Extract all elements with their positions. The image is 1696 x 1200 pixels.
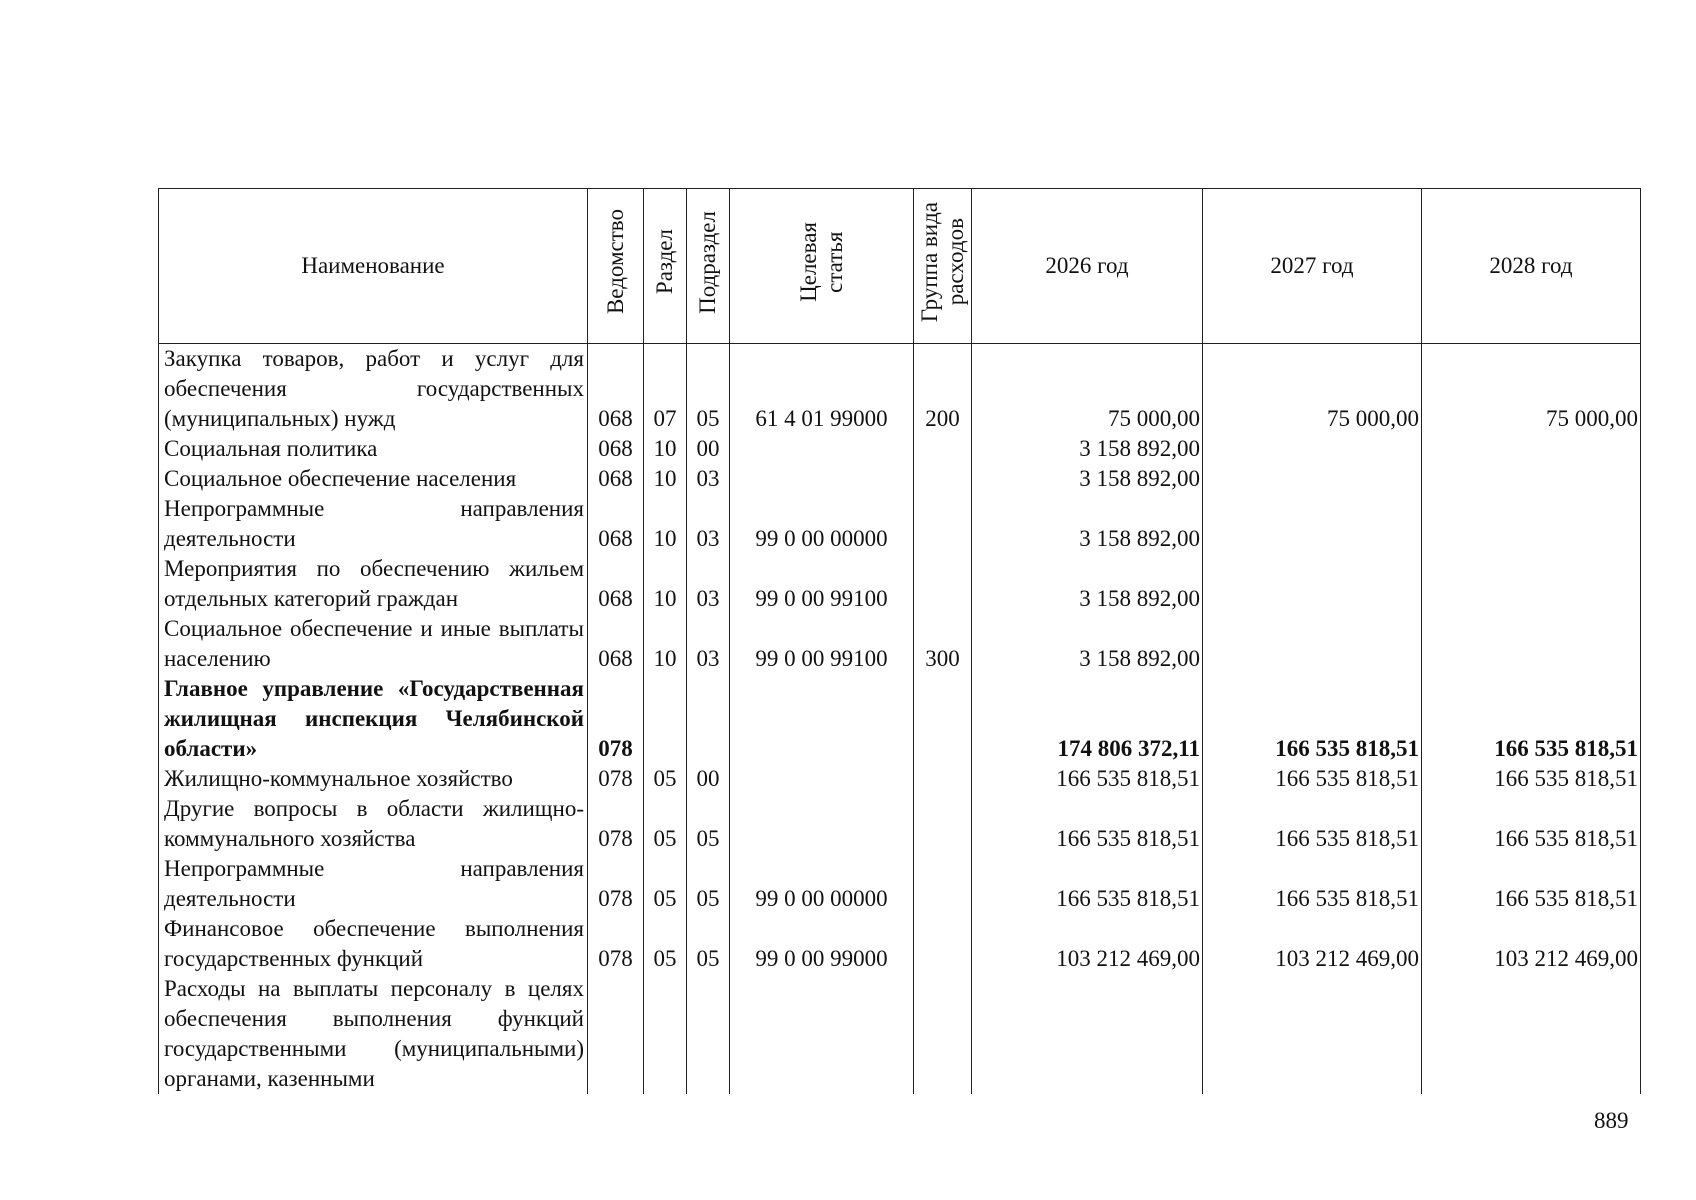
cell-2026: 166 535 818,51	[972, 764, 1203, 794]
page-number: 889	[1594, 1108, 1629, 1133]
cell-2026: 3 158 892,00	[972, 464, 1203, 494]
table-row	[159, 614, 1641, 674]
cell-razdel: 05	[644, 794, 687, 854]
cell-podrazdel: 03	[687, 464, 730, 494]
cell-celevaya: 99 0 00 99100	[730, 554, 914, 614]
cell-name: Мероприятия по обеспечению жильем отдельных категорий граждан	[159, 554, 588, 614]
cell-ved: 068	[588, 464, 644, 494]
header-celevaya-line2: статья	[821, 231, 847, 293]
cell-razdel: 05	[644, 914, 687, 974]
table-body	[159, 344, 1641, 1095]
cell-2027	[1203, 614, 1422, 674]
cell-podrazdel: 00	[687, 434, 730, 464]
cell-celevaya: 99 0 00 99000	[730, 914, 914, 974]
cell-celevaya: 99 0 00 00000	[730, 854, 914, 914]
cell-gruppa: 200	[914, 344, 972, 435]
cell-name: Финансовое обеспечение выполнения государственных функций	[159, 914, 588, 974]
cell-podrazdel: 03	[687, 614, 730, 674]
cell-2026: 166 535 818,51	[972, 854, 1203, 914]
header-gruppa-line1: Группа вида	[916, 201, 942, 323]
cell-2028	[1422, 974, 1641, 1094]
table-row	[159, 854, 1641, 914]
cell-2026: 3 158 892,00	[972, 494, 1203, 554]
cell-celevaya: 99 0 00 99100	[730, 614, 914, 674]
table-row	[159, 434, 1641, 464]
cell-ved: 078	[588, 854, 644, 914]
cell-podrazdel	[687, 674, 730, 764]
cell-2027	[1203, 494, 1422, 554]
header-gruppa-line2: расходов	[942, 218, 968, 306]
cell-2028	[1422, 614, 1641, 674]
cell-ved: 078	[588, 764, 644, 794]
cell-2027	[1203, 554, 1422, 614]
table-row	[159, 464, 1641, 494]
cell-ved: 068	[588, 614, 644, 674]
cell-2028: 103 212 469,00	[1422, 914, 1641, 974]
cell-celevaya	[730, 674, 914, 764]
table-row	[159, 914, 1641, 974]
cell-2028: 166 535 818,51	[1422, 854, 1641, 914]
cell-name: Непрограммные направления деятельности	[159, 494, 588, 554]
cell-2026: 75 000,00	[972, 344, 1203, 435]
cell-2028: 166 535 818,51	[1422, 764, 1641, 794]
table-row	[159, 974, 1641, 1094]
cell-gruppa	[914, 794, 972, 854]
cell-2026: 166 535 818,51	[972, 794, 1203, 854]
cell-razdel	[644, 974, 687, 1094]
cell-name: Непрограммные направления деятельности	[159, 854, 588, 914]
table-row	[159, 554, 1641, 614]
cell-ved: 078	[588, 914, 644, 974]
cell-2028	[1422, 554, 1641, 614]
cell-podrazdel: 05	[687, 344, 730, 435]
cell-podrazdel	[687, 974, 730, 1094]
cell-ved	[588, 974, 644, 1094]
cell-gruppa	[914, 854, 972, 914]
cell-celevaya	[730, 434, 914, 464]
header-2028: 2028 год	[1422, 189, 1641, 344]
cell-podrazdel: 05	[687, 794, 730, 854]
cell-2028	[1422, 494, 1641, 554]
cell-celevaya: 61 4 01 99000	[730, 344, 914, 435]
cell-2027	[1203, 974, 1422, 1094]
header-2026: 2026 год	[972, 189, 1203, 344]
cell-2026: 3 158 892,00	[972, 614, 1203, 674]
cell-ved: 068	[588, 434, 644, 464]
header-ved: Ведомство	[588, 189, 644, 344]
budget-table	[158, 188, 1641, 1094]
table-row	[159, 794, 1641, 854]
header-2027: 2027 год	[1203, 189, 1422, 344]
cell-2027: 103 212 469,00	[1203, 914, 1422, 974]
header-gruppa	[914, 189, 972, 344]
header-name: Наименование	[159, 189, 588, 344]
cell-razdel: 10	[644, 554, 687, 614]
cell-celevaya	[730, 794, 914, 854]
cell-razdel: 10	[644, 614, 687, 674]
cell-celevaya: 99 0 00 00000	[730, 494, 914, 554]
cell-2026: 3 158 892,00	[972, 554, 1203, 614]
cell-name: Жилищно-коммунальное хозяйство	[159, 764, 588, 794]
cell-ved: 068	[588, 554, 644, 614]
cell-2027	[1203, 434, 1422, 464]
cell-2027: 166 535 818,51	[1203, 794, 1422, 854]
cell-ved: 078	[588, 674, 644, 764]
header-razdel: Раздел	[644, 189, 687, 344]
cell-razdel: 05	[644, 764, 687, 794]
cell-gruppa: 300	[914, 614, 972, 674]
table-row	[159, 344, 1641, 435]
cell-2026: 3 158 892,00	[972, 434, 1203, 464]
cell-gruppa	[914, 464, 972, 494]
cell-podrazdel: 05	[687, 914, 730, 974]
cell-razdel: 10	[644, 464, 687, 494]
cell-gruppa	[914, 914, 972, 974]
cell-2026: 103 212 469,00	[972, 914, 1203, 974]
cell-razdel: 05	[644, 854, 687, 914]
cell-2027: 166 535 818,51	[1203, 854, 1422, 914]
cell-2028	[1422, 434, 1641, 464]
cell-celevaya	[730, 464, 914, 494]
table-row	[159, 674, 1641, 764]
cell-razdel: 10	[644, 494, 687, 554]
cell-2027: 75 000,00	[1203, 344, 1422, 435]
cell-gruppa	[914, 554, 972, 614]
cell-razdel: 07	[644, 344, 687, 435]
cell-podrazdel: 03	[687, 494, 730, 554]
cell-podrazdel: 00	[687, 764, 730, 794]
cell-gruppa	[914, 434, 972, 464]
table-row	[159, 494, 1641, 554]
cell-name: Закупка товаров, работ и услуг для обеспечения государственных (муниципальных) нужд	[159, 344, 588, 435]
cell-gruppa	[914, 494, 972, 554]
cell-name: Социальное обеспечение и иные выплаты населению	[159, 614, 588, 674]
cell-gruppa	[914, 764, 972, 794]
cell-gruppa	[914, 674, 972, 764]
cell-podrazdel: 05	[687, 854, 730, 914]
cell-name: Главное управление «Государственная жилищная инспекция Челябинской области»	[159, 674, 588, 764]
cell-2027: 166 535 818,51	[1203, 674, 1422, 764]
cell-ved: 078	[588, 794, 644, 854]
header-celevaya-line1: Целевая	[795, 222, 821, 302]
cell-ved: 068	[588, 344, 644, 435]
cell-celevaya	[730, 764, 914, 794]
cell-2026: 174 806 372,11	[972, 674, 1203, 764]
header-podrazdel: Подраздел	[687, 189, 730, 344]
cell-2028: 75 000,00	[1422, 344, 1641, 435]
cell-gruppa	[914, 974, 972, 1094]
cell-celevaya	[730, 974, 914, 1094]
cell-name: Социальная политика	[159, 434, 588, 464]
cell-razdel: 10	[644, 434, 687, 464]
cell-2027	[1203, 464, 1422, 494]
table-row	[159, 764, 1641, 794]
cell-2026	[972, 974, 1203, 1094]
cell-name: Социальное обеспечение населения	[159, 464, 588, 494]
cell-name: Другие вопросы в области жилищно-коммунального хозяйства	[159, 794, 588, 854]
cell-name: Расходы на выплаты персоналу в целях обеспечения выполнения функций государственными (муниципальными) органами, казенными	[159, 974, 588, 1094]
cell-2028	[1422, 464, 1641, 494]
table-header-row	[159, 189, 1641, 344]
cell-2028: 166 535 818,51	[1422, 794, 1641, 854]
cell-podrazdel: 03	[687, 554, 730, 614]
header-celevaya	[730, 189, 914, 344]
cell-2027: 166 535 818,51	[1203, 764, 1422, 794]
cell-razdel	[644, 674, 687, 764]
cell-2028: 166 535 818,51	[1422, 674, 1641, 764]
cell-ved: 068	[588, 494, 644, 554]
